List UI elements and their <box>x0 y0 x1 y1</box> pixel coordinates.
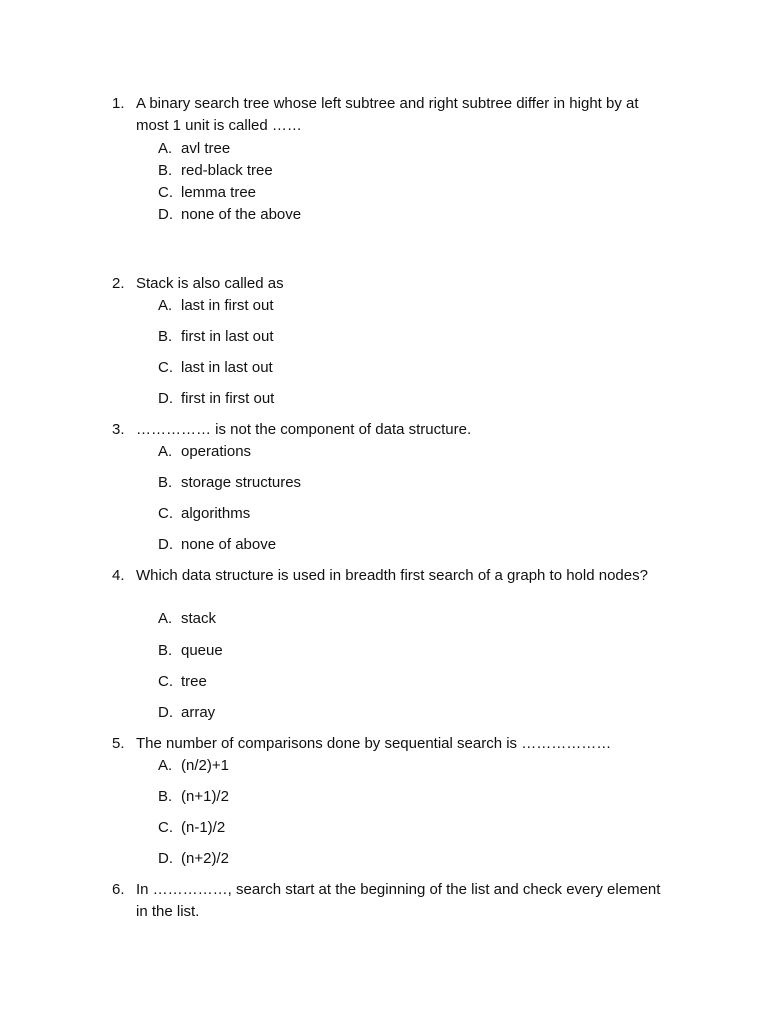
option-text: storage structures <box>181 474 302 491</box>
option-text: none of the above <box>181 206 302 223</box>
question-text: A binary search tree whose left subtree and right subtree differ in hight by at most 1 unit is called …… <box>136 95 639 134</box>
option-letter: B. <box>158 474 173 491</box>
option-letter: B. <box>158 788 173 805</box>
option-text: first in first out <box>181 390 275 407</box>
option-1a <box>158 138 230 159</box>
question-4 <box>112 565 672 587</box>
option-text: last in last out <box>181 359 273 376</box>
option-5b <box>158 786 229 807</box>
question-2 <box>112 273 672 295</box>
option-letter: A. <box>158 140 173 157</box>
option-2c <box>158 357 273 378</box>
question-text: Which data structure is used in breadth first search of a graph to hold nodes? <box>136 567 648 584</box>
question-6 <box>112 879 672 922</box>
question-text: The number of comparisons done by sequential search is ……………… <box>136 735 612 752</box>
option-text: red-black tree <box>181 162 273 179</box>
question-number: 4. <box>112 567 125 584</box>
option-3b <box>158 472 301 493</box>
option-2b <box>158 326 274 347</box>
option-4b <box>158 640 223 661</box>
option-1d <box>158 204 301 225</box>
option-2d <box>158 388 274 409</box>
option-text: tree <box>181 673 207 690</box>
option-5a <box>158 755 229 776</box>
option-4c <box>158 671 207 692</box>
option-letter: C. <box>158 819 173 836</box>
option-text: queue <box>181 642 223 659</box>
option-text: (n+2)/2 <box>181 850 229 867</box>
option-2a <box>158 295 274 316</box>
option-letter: D. <box>158 390 173 407</box>
option-letter: D. <box>158 704 173 721</box>
option-5c <box>158 817 225 838</box>
option-text: (n-1)/2 <box>181 819 226 836</box>
option-letter: B. <box>158 642 173 659</box>
question-text: Stack is also called as <box>136 275 284 292</box>
option-text: lemma tree <box>181 184 257 201</box>
question-number: 6. <box>112 881 125 898</box>
option-letter: B. <box>158 328 173 345</box>
option-3d <box>158 534 276 555</box>
option-letter: A. <box>158 610 173 627</box>
option-text: (n+1)/2 <box>181 788 229 805</box>
question-number: 1. <box>112 95 125 112</box>
question-text: In ……………, search start at the beginning of the list and check every element in the list. <box>136 881 661 920</box>
option-letter: C. <box>158 359 173 376</box>
option-text: stack <box>181 610 217 627</box>
question-5 <box>112 733 672 755</box>
option-letter: B. <box>158 162 173 179</box>
option-text: algorithms <box>181 505 251 522</box>
option-letter: C. <box>158 505 173 522</box>
option-1c <box>158 182 256 203</box>
option-letter: D. <box>158 536 173 553</box>
option-letter: C. <box>158 673 173 690</box>
option-text: none of above <box>181 536 277 553</box>
option-5d <box>158 848 229 869</box>
option-4d <box>158 702 215 723</box>
option-1b <box>158 160 273 181</box>
question-number: 5. <box>112 735 125 752</box>
question-3 <box>112 419 672 441</box>
option-letter: A. <box>158 443 173 460</box>
option-text: (n/2)+1 <box>181 757 229 774</box>
option-3a <box>158 441 251 462</box>
question-number: 2. <box>112 275 125 292</box>
option-text: first in last out <box>181 328 274 345</box>
question-1 <box>112 93 672 136</box>
option-letter: D. <box>158 850 173 867</box>
question-number: 3. <box>112 421 125 438</box>
option-text: avl tree <box>181 140 231 157</box>
option-letter: D. <box>158 206 173 223</box>
option-text: operations <box>181 443 252 460</box>
option-letter: C. <box>158 184 173 201</box>
option-text: last in first out <box>181 297 274 314</box>
option-letter: A. <box>158 757 173 774</box>
question-text: …………… is not the component of data structure. <box>136 421 472 438</box>
option-text: array <box>181 704 216 721</box>
option-4a <box>158 608 216 629</box>
option-3c <box>158 503 250 524</box>
option-letter: A. <box>158 297 173 314</box>
